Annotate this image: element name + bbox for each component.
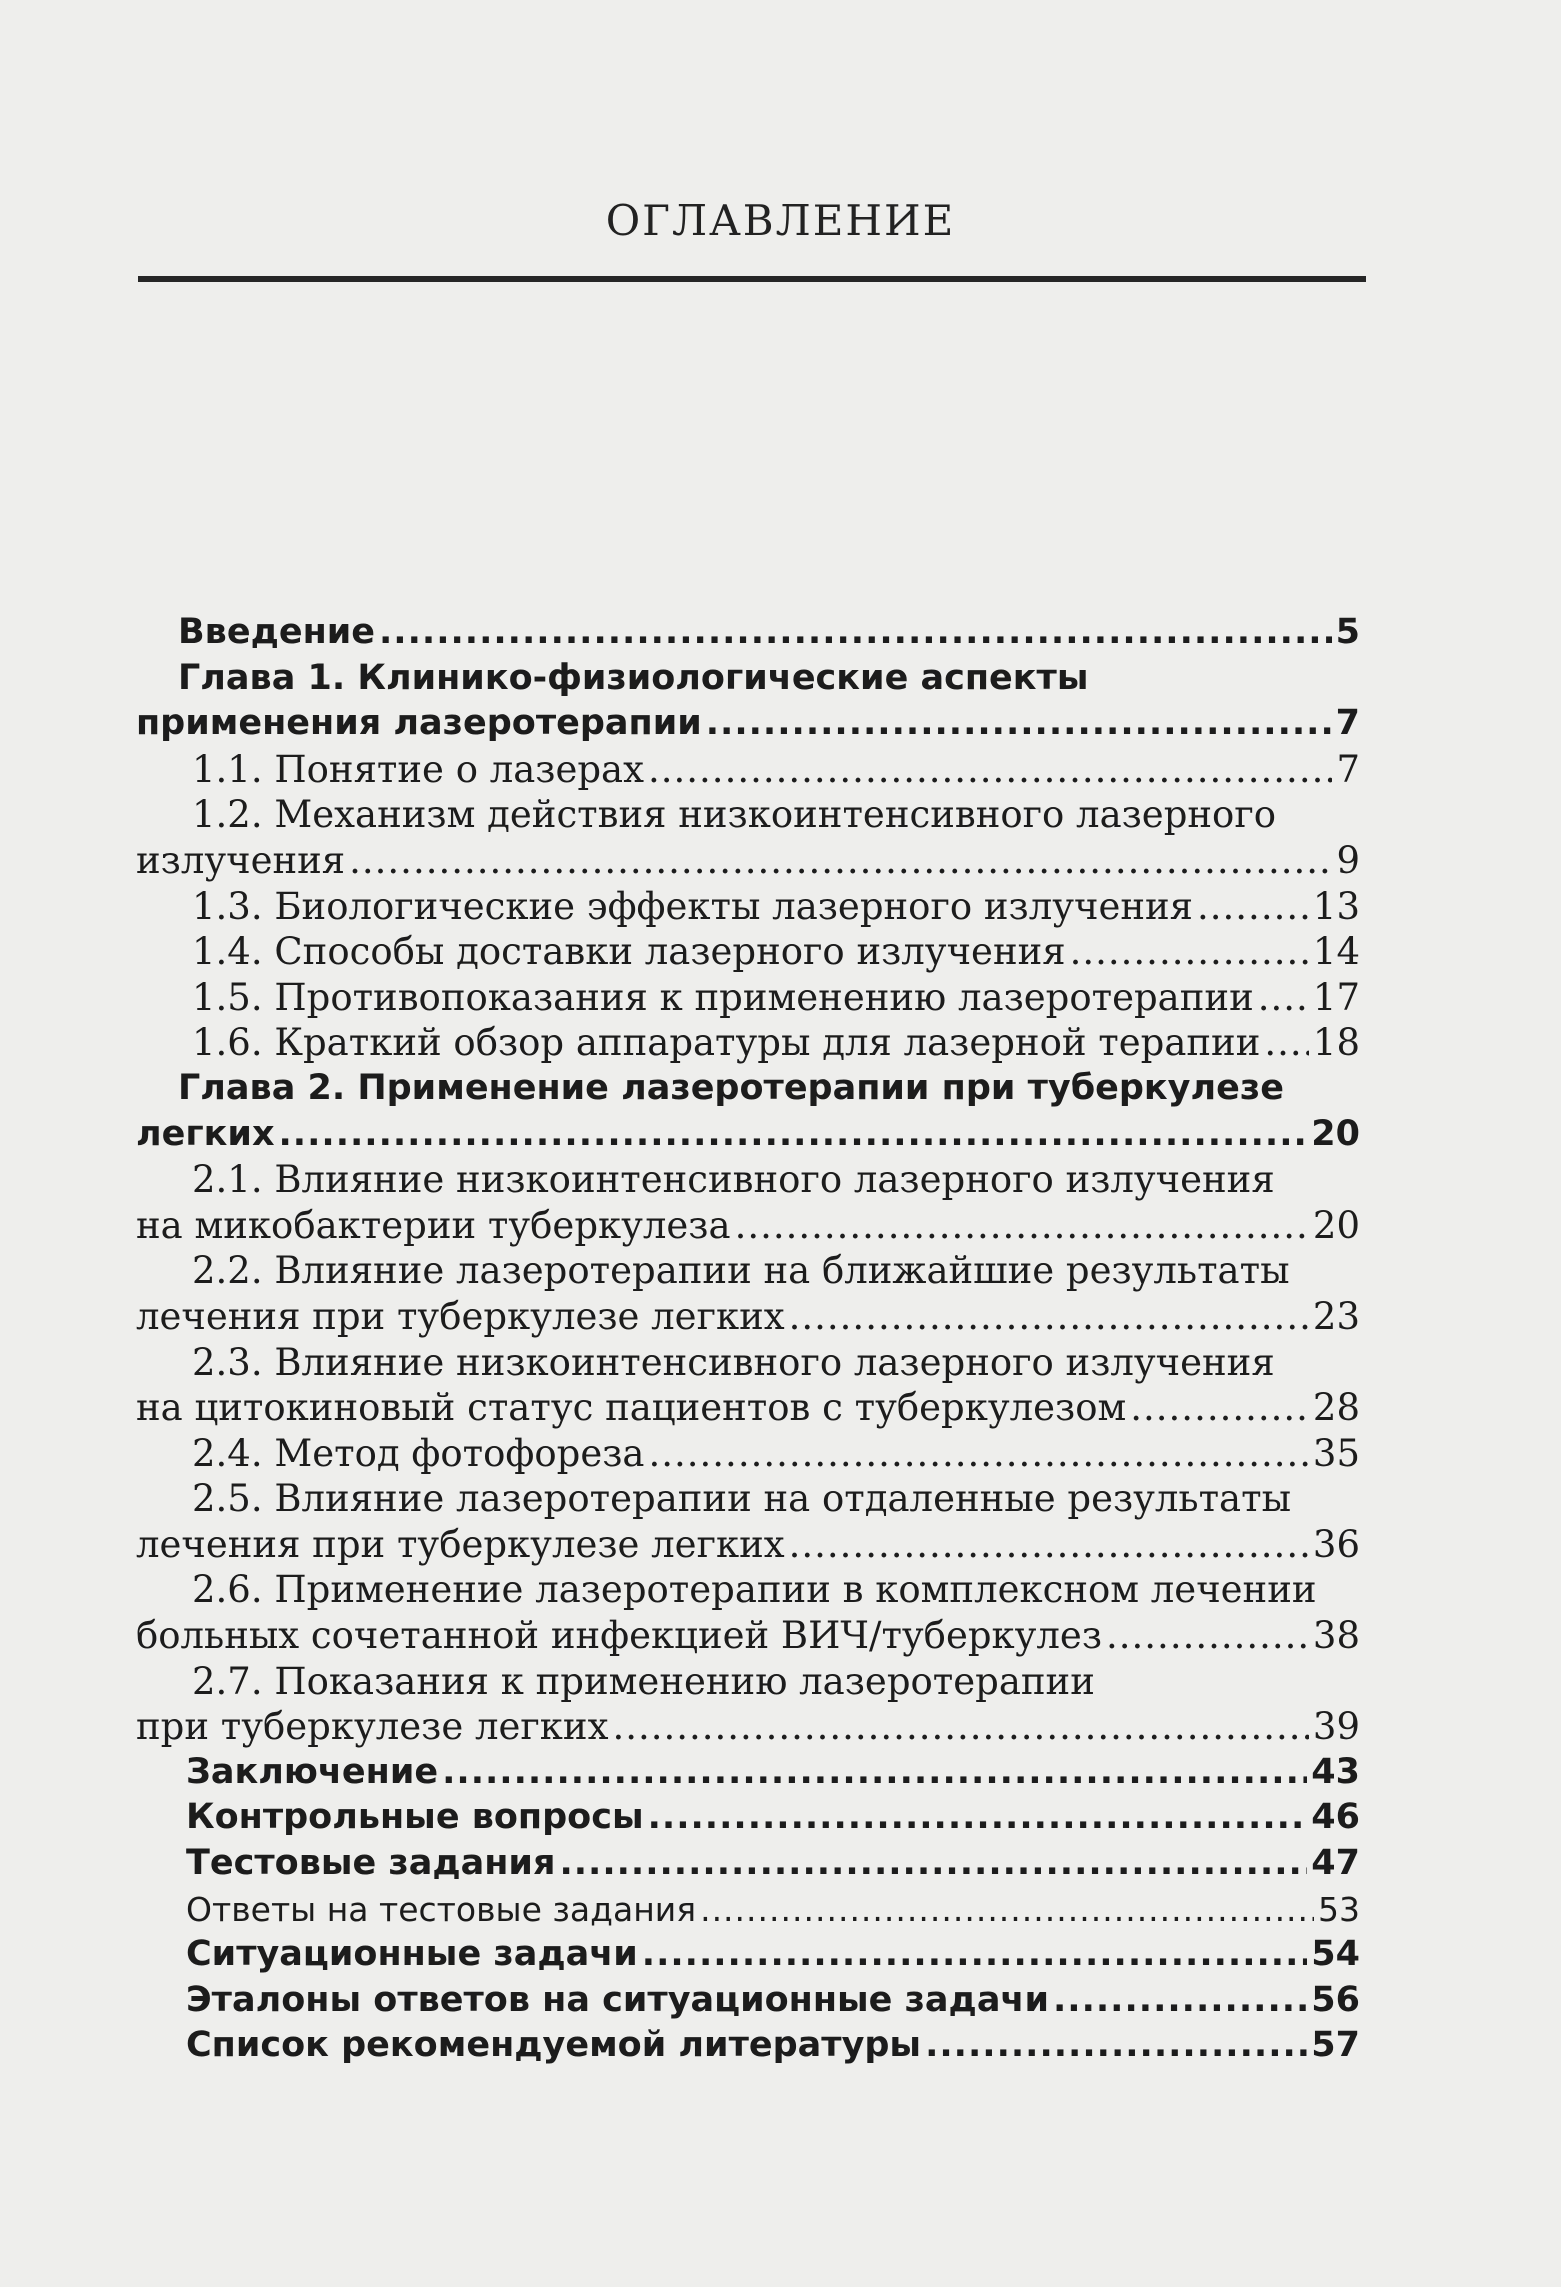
toc-entry (136, 929, 1360, 975)
table-of-contents (136, 610, 1360, 2069)
dot-leader (1106, 1613, 1309, 1659)
toc-entry (136, 1704, 1360, 1750)
toc-entry-title: Заключение (186, 1751, 439, 1792)
toc-entry-title: 2.4. Метод фотофореза (192, 1431, 645, 1475)
toc-entry-title: 2.1. Влияние низкоинтенсивного лазерного излучения (192, 1158, 1275, 1202)
toc-page-number: 17 (1312, 975, 1360, 1019)
toc-entry-title: Эталоны ответов на ситуационные задачи (186, 1979, 1049, 2020)
toc-entry-title: на цитокиновый статус пациентов с туберкулезом (136, 1386, 1127, 1430)
toc-entry (136, 1841, 1360, 1887)
toc-entry (136, 1020, 1360, 1066)
toc-entry (136, 1340, 1360, 1386)
toc-entry-title: Глава 1. Клинико-физиологические аспекты (178, 657, 1089, 698)
dot-leader (379, 610, 1332, 656)
toc-entry-title: Список рекомендуемой литературы (186, 2025, 922, 2066)
dot-leader (706, 701, 1332, 747)
toc-page-number: 56 (1311, 1979, 1360, 2020)
dot-leader (1258, 975, 1309, 1021)
toc-page-number: 5 (1335, 612, 1360, 652)
toc-entry (136, 747, 1360, 793)
toc-page-number: 13 (1312, 884, 1360, 928)
toc-page-number: 18 (1312, 1021, 1360, 1065)
dot-leader (1264, 1020, 1309, 1066)
toc-entry-title: лечения при туберкулезе легких (136, 1294, 785, 1338)
toc-entry-title: при туберкулезе легких (136, 1705, 609, 1749)
toc-entry-title: Ситуационные задачи (186, 1934, 638, 1975)
toc-entry-title: 2.2. Влияние лазеротерапии на ближайшие результаты (192, 1249, 1290, 1293)
toc-entry-title: излучения (136, 838, 346, 882)
toc-entry-title: легких (136, 1113, 275, 1154)
dot-leader (648, 1431, 1308, 1477)
toc-page-number: 9 (1336, 838, 1360, 882)
toc-entry (136, 1978, 1360, 2024)
toc-entry (136, 1795, 1360, 1841)
toc-page-number: 35 (1312, 1431, 1360, 1475)
dot-leader (559, 1841, 1307, 1887)
dot-leader (789, 1522, 1309, 1568)
dot-leader (925, 2023, 1307, 2069)
toc-entry (136, 1932, 1360, 1978)
title-divider (138, 276, 1366, 282)
toc-entry-title: 1.3. Биологические эффекты лазерного излучения (192, 884, 1194, 928)
toc-entry-title: больных сочетанной инфекцией ВИЧ/туберкулез (136, 1614, 1103, 1658)
toc-page-number: 28 (1312, 1386, 1360, 1430)
toc-entry (136, 656, 1360, 702)
toc-entry-title: Ответы на тестовые задания (186, 1889, 697, 1929)
toc-entry (136, 2023, 1360, 2069)
toc-entry (136, 1157, 1360, 1203)
toc-page-number: 14 (1312, 930, 1360, 974)
toc-page-number: 20 (1311, 1113, 1360, 1154)
toc-entry (136, 1431, 1360, 1477)
toc-page-number: 53 (1318, 1889, 1360, 1929)
toc-entry (136, 610, 1360, 656)
toc-entry (136, 1750, 1360, 1796)
toc-entry (136, 838, 1360, 884)
dot-leader (735, 1203, 1309, 1249)
toc-entry (136, 1385, 1360, 1431)
toc-entry-title: 2.5. Влияние лазеротерапии на отдаленные результаты (192, 1477, 1292, 1521)
toc-entry-title: 2.6. Применение лазеротерапии в комплексном лечении (192, 1568, 1317, 1612)
toc-entry-title: 1.1. Понятие о лазерах (192, 747, 644, 791)
toc-entry (136, 1248, 1360, 1294)
toc-page-number: 38 (1312, 1614, 1360, 1658)
toc-entry (136, 1613, 1360, 1659)
toc-page-number: 20 (1312, 1203, 1360, 1247)
toc-entry (136, 884, 1360, 930)
dot-leader (349, 838, 1332, 884)
toc-entry (136, 1887, 1360, 1933)
toc-page-number: 46 (1311, 1797, 1360, 1838)
dot-leader (1130, 1385, 1309, 1431)
toc-entry (136, 1659, 1360, 1705)
toc-page-number: 7 (1335, 703, 1360, 744)
toc-entry-title: Введение (178, 612, 376, 652)
dot-leader (789, 1294, 1309, 1340)
dot-leader (1053, 1978, 1307, 2024)
toc-entry (136, 1066, 1360, 1112)
toc-page-number: 54 (1311, 1934, 1360, 1975)
toc-entry (136, 701, 1360, 747)
toc-entry-title: Контрольные вопросы (186, 1797, 644, 1838)
toc-entry-title: 2.7. Показания к применению лазеротерапии (192, 1659, 1095, 1703)
toc-entry-title: 1.4. Способы доставки лазерного излучения (192, 930, 1066, 974)
toc-entry-title: 1.6. Краткий обзор аппаратуры для лазерной терапии (192, 1021, 1261, 1065)
toc-page-number: 7 (1336, 747, 1360, 791)
dot-leader (648, 1795, 1308, 1841)
toc-entry-title: Глава 2. Применение лазеротерапии при туберкулезе (178, 1067, 1284, 1108)
dot-leader (700, 1887, 1314, 1933)
toc-entry-title: на микобактерии туберкулеза (136, 1203, 731, 1247)
toc-entry-title: 1.2. Механизм действия низкоинтенсивного лазерного (192, 793, 1276, 837)
toc-entry (136, 1203, 1360, 1249)
toc-entry-title: применения лазеротерапии (136, 703, 702, 744)
dot-leader (642, 1932, 1308, 1978)
toc-page-number: 39 (1312, 1705, 1360, 1749)
toc-page-number: 36 (1312, 1522, 1360, 1566)
toc-entry-title: лечения при туберкулезе легких (136, 1522, 785, 1566)
page-title: ОГЛАВЛЕНИЕ (605, 196, 956, 245)
toc-page-number: 47 (1311, 1843, 1360, 1884)
dot-leader (279, 1112, 1308, 1158)
toc-entry (136, 1294, 1360, 1340)
toc-entry (136, 1476, 1360, 1522)
dot-leader (612, 1704, 1308, 1750)
toc-page-number: 57 (1311, 2025, 1360, 2066)
dot-leader (648, 747, 1332, 793)
toc-entry (136, 1567, 1360, 1613)
toc-page-number: 43 (1311, 1751, 1360, 1792)
toc-page-number: 23 (1312, 1294, 1360, 1338)
dot-leader (442, 1750, 1307, 1796)
toc-entry (136, 1112, 1360, 1158)
toc-entry-title: 2.3. Влияние низкоинтенсивного лазерного излучения (192, 1340, 1275, 1384)
toc-entry-title: 1.5. Противопоказания к применению лазеротерапии (192, 975, 1254, 1019)
dot-leader (1197, 884, 1309, 930)
toc-entry (136, 975, 1360, 1021)
toc-entry (136, 1522, 1360, 1568)
toc-entry (136, 792, 1360, 838)
dot-leader (1070, 929, 1309, 975)
toc-entry-title: Тестовые задания (186, 1843, 556, 1884)
